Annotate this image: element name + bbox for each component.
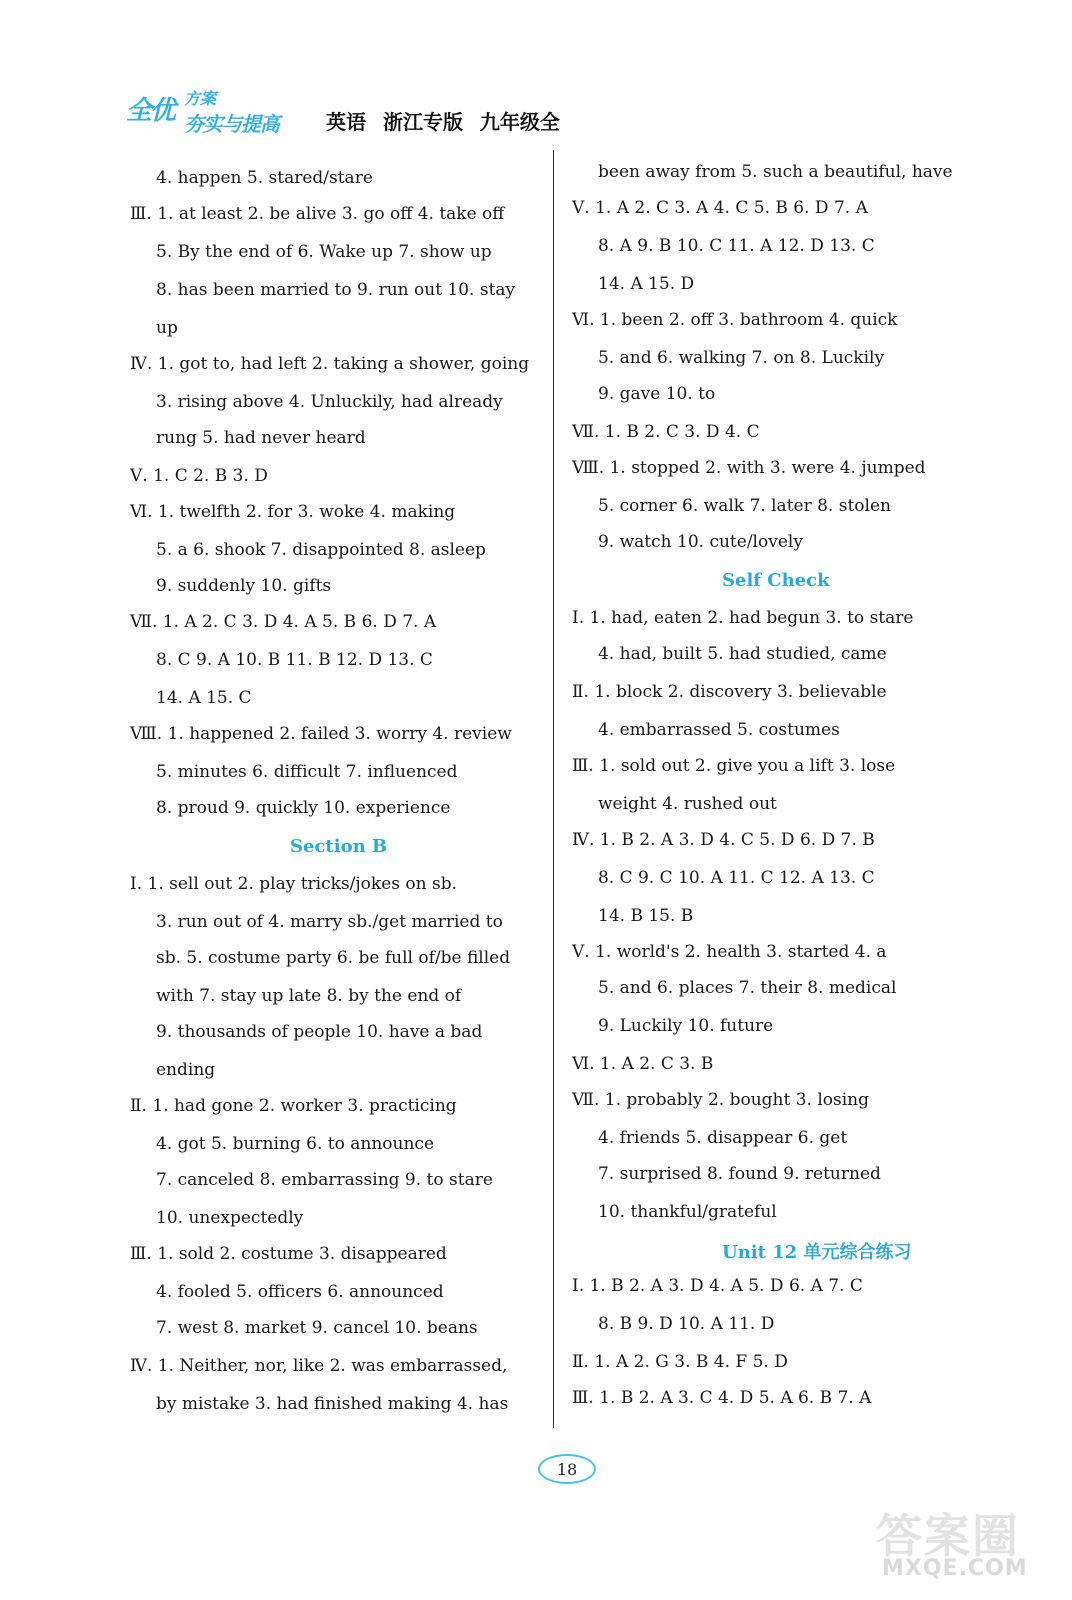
section-heading: Self Check (722, 570, 830, 591)
answer-line: 3. rising above 4. Unluckily, had already (156, 392, 503, 412)
answer-line: 5. and 6. walking 7. on 8. Luckily (598, 348, 885, 368)
answer-line: weight 4. rushed out (598, 794, 777, 814)
answer-line: 4. got 5. burning 6. to announce (156, 1134, 435, 1154)
answer-line: 5. a 6. shook 7. disappointed 8. asleep (156, 540, 486, 560)
section-heading: Unit 12 单元综合练习 (722, 1242, 912, 1263)
answer-line: 4. happen 5. stared/stare (156, 168, 373, 188)
answer-line: 5. corner 6. walk 7. later 8. stolen (598, 496, 891, 516)
answer-line: 9. Luckily 10. future (598, 1016, 774, 1036)
answer-line: 8. proud 9. quickly 10. experience (156, 798, 451, 818)
answer-line: 14. B 15. B (598, 906, 694, 926)
logo-text-2: 方案 (184, 89, 217, 108)
section-heading: Section B (290, 836, 388, 857)
answer-line: sb. 5. costume party 6. be full of/be filled (156, 948, 511, 968)
answer-line: Ⅷ. 1. stopped 2. with 3. were 4. jumped (572, 458, 926, 478)
answer-line: 8. C 9. C 10. A 11. C 12. A 13. C (598, 868, 875, 888)
answer-line: 5. and 6. places 7. their 8. medical (598, 978, 897, 998)
answer-line: 8. C 9. A 10. B 11. B 12. D 13. C (156, 650, 433, 670)
answer-line: 4. friends 5. disappear 6. get (598, 1128, 848, 1148)
answer-line: Ⅴ. 1. A 2. C 3. A 4. C 5. B 6. D 7. A (572, 198, 868, 218)
answer-line: been away from 5. such a beautiful, have (598, 162, 953, 182)
answer-line: 5. By the end of 6. Wake up 7. show up (156, 242, 492, 262)
answer-line: Ⅲ. 1. at least 2. be alive 3. go off 4. take off (130, 204, 505, 224)
answer-line: rung 5. had never heard (156, 428, 366, 448)
answer-line: 9. gave 10. to (598, 384, 716, 404)
answer-line: Ⅲ. 1. B 2. A 3. C 4. D 5. A 6. B 7. A (572, 1388, 872, 1408)
answer-line: Ⅰ. 1. sell out 2. play tricks/jokes on sb. (130, 874, 457, 894)
answer-line: by mistake 3. had finished making 4. has (156, 1394, 509, 1414)
answer-line: Ⅳ. 1. got to, had left 2. taking a shower, going (130, 354, 530, 374)
answer-line: Ⅷ. 1. happened 2. failed 3. worry 4. review (130, 724, 512, 744)
column-divider (553, 150, 554, 1428)
answer-line: 7. west 8. market 9. cancel 10. beans (156, 1318, 478, 1338)
answer-line: Ⅱ. 1. block 2. discovery 3. believable (572, 682, 887, 702)
answer-line: 5. minutes 6. difficult 7. influenced (156, 762, 458, 782)
series-logo (122, 84, 312, 142)
answer-line: with 7. stay up late 8. by the end of (156, 986, 462, 1006)
answer-line: Ⅳ. 1. Neither, nor, like 2. was embarrassed, (130, 1356, 508, 1376)
answer-line: 4. embarrassed 5. costumes (598, 720, 840, 740)
answer-line: 3. run out of 4. marry sb./get married to (156, 912, 503, 932)
answer-line: Ⅶ. 1. B 2. C 3. D 4. C (572, 422, 760, 442)
answer-line: Ⅱ. 1. had gone 2. worker 3. practicing (130, 1096, 457, 1116)
answer-line: Ⅳ. 1. B 2. A 3. D 4. C 5. D 6. D 7. B (572, 830, 875, 850)
answer-line: Ⅱ. 1. A 2. G 3. B 4. F 5. D (572, 1352, 788, 1372)
logo-text-3: 夯实与提高 (184, 112, 279, 136)
answer-line: Ⅶ. 1. probably 2. bought 3. losing (572, 1090, 870, 1110)
answer-line: 10. thankful/grateful (598, 1202, 777, 1222)
answer-line: Ⅰ. 1. B 2. A 3. D 4. A 5. D 6. A 7. C (572, 1276, 863, 1296)
answer-line: 9. thousands of people 10. have a bad (156, 1022, 483, 1042)
page-number-badge (538, 1450, 600, 1486)
answer-line: 7. surprised 8. found 9. returned (598, 1164, 881, 1184)
watermark-url: MXQE.COM (882, 1556, 1028, 1581)
answer-line: Ⅴ. 1. C 2. B 3. D (130, 466, 268, 486)
answer-line: Ⅵ. 1. twelfth 2. for 3. woke 4. making (130, 502, 456, 522)
answer-line: Ⅲ. 1. sold 2. costume 3. disappeared (130, 1244, 447, 1264)
answer-line: ending (156, 1060, 216, 1080)
answer-line: Ⅲ. 1. sold out 2. give you a lift 3. lose (572, 756, 896, 776)
answer-line: Ⅴ. 1. world's 2. health 3. started 4. a (572, 942, 887, 962)
answer-line: Ⅰ. 1. had, eaten 2. had begun 3. to stare (572, 608, 914, 628)
answer-line: 14. A 15. D (598, 274, 695, 294)
watermark-logo: 答案圈 (876, 1509, 1020, 1563)
answer-line: 4. fooled 5. officers 6. announced (156, 1282, 444, 1302)
answer-line: 14. A 15. C (156, 688, 252, 708)
answer-line: Ⅶ. 1. A 2. C 3. D 4. A 5. B 6. D 7. A (130, 612, 437, 632)
answer-line: 10. unexpectedly (156, 1208, 304, 1228)
answer-line: 4. had, built 5. had studied, came (598, 644, 887, 664)
answer-line: Ⅵ. 1. been 2. off 3. bathroom 4. quick (572, 310, 898, 330)
answer-line: 9. suddenly 10. gifts (156, 576, 332, 596)
answer-line: 9. watch 10. cute/lovely (598, 532, 803, 552)
answer-line: Ⅵ. 1. A 2. C 3. B (572, 1054, 714, 1074)
watermark (870, 1500, 1050, 1590)
answer-line: 8. A 9. B 10. C 11. A 12. D 13. C (598, 236, 875, 256)
page-header (122, 84, 642, 144)
answer-line: 8. B 9. D 10. A 11. D (598, 1314, 775, 1334)
book-title: 英语 浙江专版 九年级全 (326, 110, 560, 134)
answer-line: 7. canceled 8. embarrassing 9. to stare (156, 1170, 493, 1190)
page-number: 18 (556, 1460, 578, 1479)
answer-line: up (156, 318, 178, 338)
answer-line: 8. has been married to 9. run out 10. stay (156, 280, 516, 300)
logo-text-1: 全优 (126, 96, 175, 126)
